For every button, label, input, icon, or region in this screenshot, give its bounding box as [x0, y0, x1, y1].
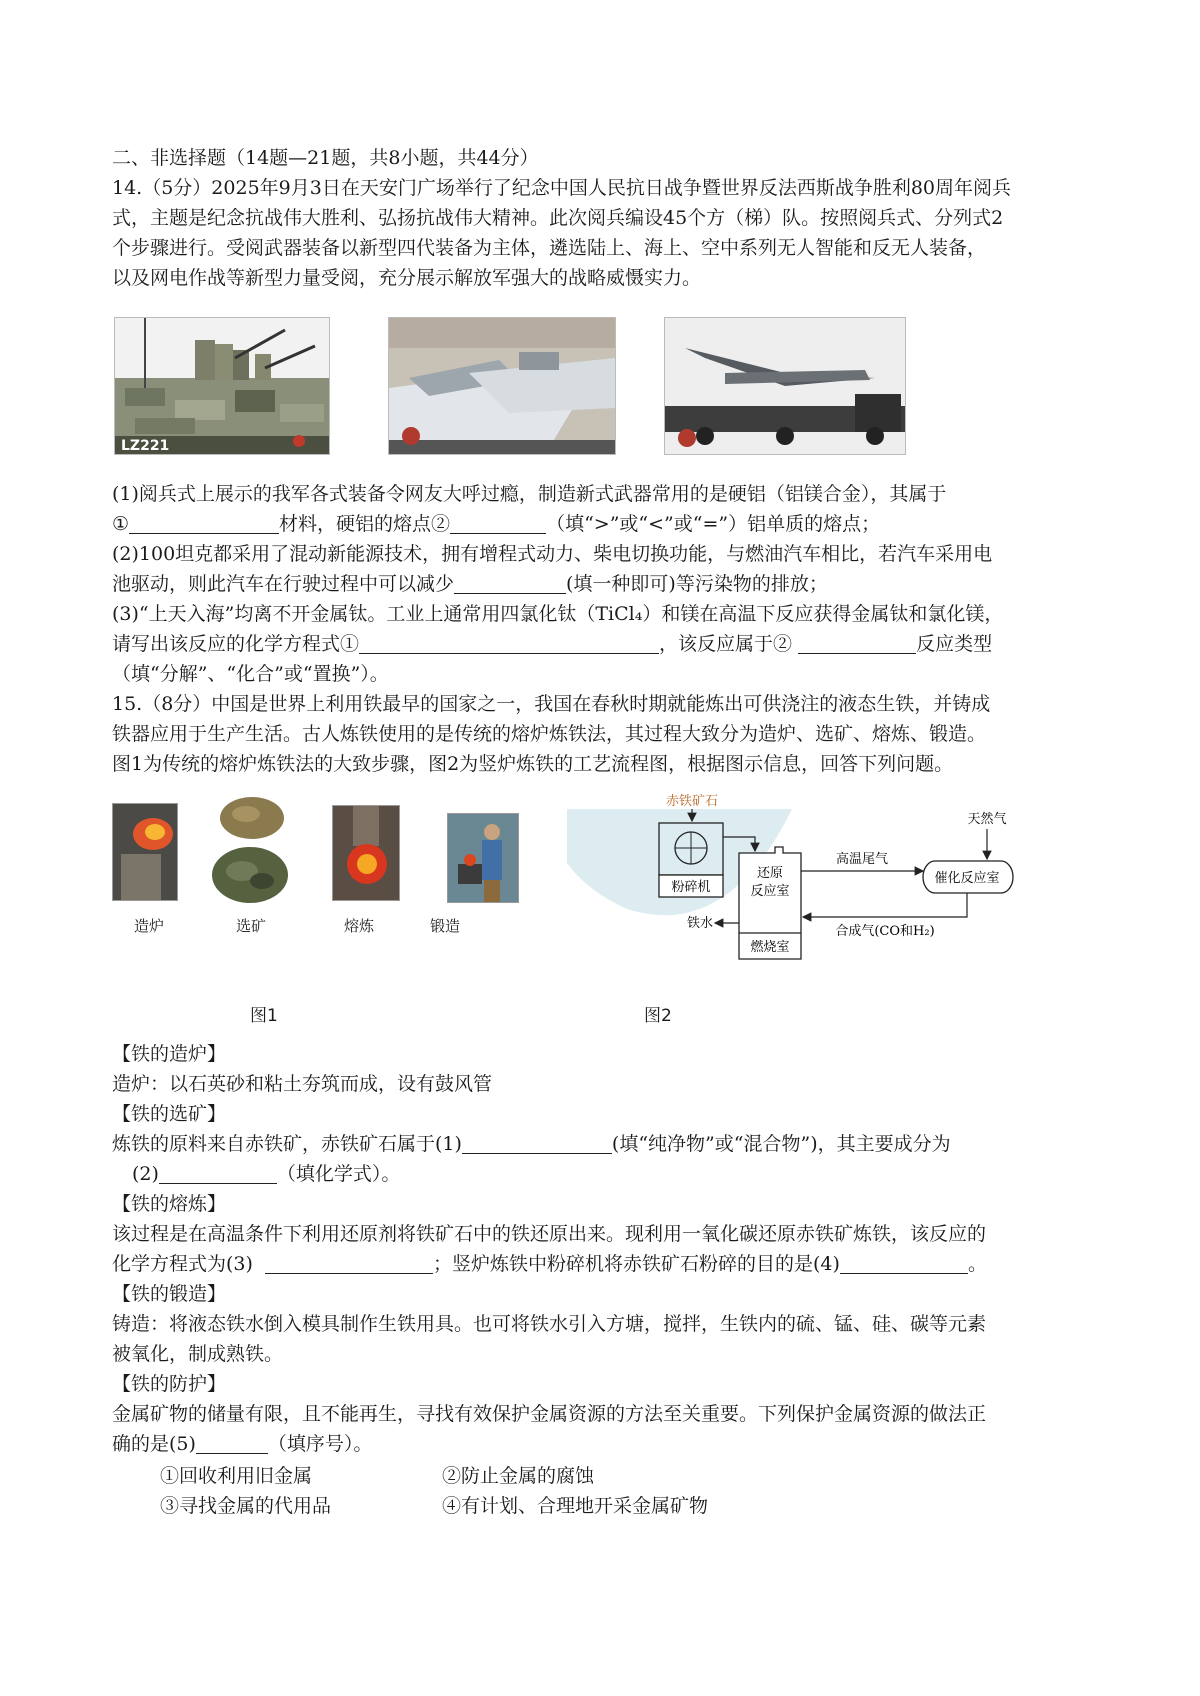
tank-photo: [114, 317, 330, 455]
heading-ore: 【铁的选矿】: [112, 1103, 227, 1125]
answer-blank-1[interactable]: [462, 1133, 612, 1154]
q14-intro-line: 式，主题是纪念抗战伟大胜利、弘扬抗战伟大精神。此次阅兵编设45个方（梯）队。按照阅兵式、分列式2: [112, 207, 1004, 229]
text-segment: 化学方程式为(3): [112, 1253, 253, 1275]
label-ore: 赤铁矿石: [665, 794, 719, 809]
blast-furnace-flow-diagram: [567, 791, 1102, 991]
fig1-caption: 熔炼: [344, 917, 375, 935]
heading-forge: 【铁的锻造】: [112, 1283, 227, 1305]
text-segment: （填序号）。: [267, 1433, 373, 1455]
smelt-line2: [112, 1249, 1102, 1279]
parade-photos: [112, 317, 1102, 465]
exam-page: [112, 143, 1102, 1521]
q14-part2-line1: (2)100坦克都采用了混动新能源技术，拥有增程式动力、柴电切换功能，与燃油汽车相比，若汽车采用电: [112, 543, 993, 565]
text-segment: 炼铁的原料来自赤铁矿，赤铁矿石属于(1): [112, 1133, 462, 1155]
q14-part3-line2: [112, 629, 1102, 659]
heading-protect: 【铁的防护】: [112, 1373, 227, 1395]
tank-number: LZ221: [121, 438, 170, 454]
answer-blank-pollutant[interactable]: [454, 573, 566, 594]
text-segment: 。: [967, 1253, 987, 1275]
text-segment: ，该反应属于②: [659, 633, 793, 655]
text-segment: 确的是(5): [112, 1433, 196, 1455]
answer-blank-reaction-type[interactable]: [798, 633, 916, 654]
forge-line1: 铸造：将液态铁水倒入模具制作生铁用具。也可将铁水引入方塘，搅拌，生铁内的硫、锰、硅、碳等元素: [112, 1313, 987, 1335]
answer-blank-melting-point[interactable]: [450, 513, 546, 534]
text-segment: 池驱动，则此汽车在行驶过程中可以减少: [112, 573, 455, 595]
fig1-caption: 选矿: [236, 917, 267, 935]
option-3: ③寻找金属的代用品: [160, 1495, 332, 1517]
label-reduction-1: 还原: [756, 866, 784, 881]
q15-intro-line: 图1为传统的熔炉炼铁法的大致步骤，图2为竖炉炼铁的工艺流程图，根据图示信息，回答下列问题。: [112, 753, 954, 775]
smelt-line1: 该过程是在高温条件下利用还原剂将铁矿石中的铁还原出来。现利用一氧化碳还原赤铁矿炼铁，该反应的: [112, 1223, 987, 1245]
text-segment: 材料，硬铝的熔点②: [279, 513, 451, 535]
fig1-label: 图1: [250, 1006, 278, 1026]
text-segment: （填“>”或“<”或“=”）铝单质的熔点；: [546, 513, 881, 535]
section-header: 二、非选择题（14题—21题，共8小题，共44分）: [112, 147, 539, 169]
heading-furnace: 【铁的造炉】: [112, 1043, 227, 1065]
q15-intro-line: 15.（8分）中国是世界上利用铁最早的国家之一，我国在春秋时期就能炼出可供浇注的液态生铁，并铸成: [112, 693, 991, 715]
text-segment: (2): [132, 1163, 159, 1185]
fig1-caption: 造炉: [134, 917, 165, 935]
ore-photo-bottom: [212, 847, 288, 903]
furnace-photo: [112, 803, 178, 901]
label-combustion: 燃烧室: [750, 940, 790, 955]
forging-photo: [447, 813, 519, 903]
q14-part3-line3: （填“分解”、“化合”或“置换”）。: [112, 663, 389, 685]
label-crusher: 粉碎机: [671, 880, 711, 895]
protect-line2: [112, 1429, 1102, 1459]
option-4: ④有计划、合理地开采金属矿物: [442, 1495, 709, 1517]
text-segment: (填一种即可)等污染物的排放；: [566, 573, 828, 595]
q14-intro-line: 个步骤进行。受阅武器装备以新型四代装备为主体，遴选陆上、海上、空中系列无人智能和反无人装备，: [112, 237, 987, 259]
label-syngas: 合成气(CO和H₂): [835, 924, 935, 939]
q14-part1-line2: [112, 509, 1102, 539]
ore-line1: [112, 1129, 1102, 1159]
fig2-label: 图2: [644, 1006, 672, 1026]
text-segment: (填“纯净物”或“混合物”)，其主要成分为: [611, 1133, 951, 1155]
fig1-caption: 锻造: [430, 917, 461, 935]
q15-intro-line: 铁器应用于生产生活。古人炼铁使用的是传统的熔炉炼铁法，其过程大致分为造炉、选矿、熔炼、锻造。: [112, 723, 987, 745]
ore-photo-top: [220, 797, 284, 839]
heading-smelt: 【铁的熔炼】: [112, 1193, 227, 1215]
label-natural-gas: 天然气: [967, 812, 1007, 827]
text-segment: 请写出该反应的化学方程式①: [112, 633, 360, 655]
text-segment: ；竖炉炼铁中粉碎机将赤铁矿石粉碎的目的是(4): [433, 1253, 840, 1275]
answer-blank-material[interactable]: [129, 513, 279, 534]
question-15: [112, 689, 1102, 1521]
answer-blank-3[interactable]: [265, 1253, 433, 1274]
label-tail-gas: 高温尾气: [835, 852, 889, 867]
blank-label: ①: [112, 513, 130, 535]
label-molten-iron: 铁水: [686, 916, 713, 931]
figures: [112, 791, 1102, 1039]
text-segment: （填化学式）。: [276, 1163, 401, 1185]
q14-intro-line: 以及网电作战等新型力量受阅，充分展示解放军强大的战略威慑实力。: [112, 267, 702, 289]
furnace-text: 造炉：以石英砂和粘土夯筑而成，设有鼓风管: [112, 1073, 493, 1095]
ore-line2: [112, 1159, 1102, 1189]
answer-blank-2[interactable]: [159, 1163, 277, 1184]
label-reduction-2: 反应室: [750, 884, 790, 899]
question-14: [112, 173, 1102, 689]
drone-photo: [664, 317, 906, 455]
answer-blank-equation[interactable]: [359, 633, 659, 654]
protect-line1: 金属矿物的储量有限，且不能再生，寻找有效保护金属资源的方法至关重要。下列保护金属资源的做法正: [112, 1403, 987, 1425]
answer-blank-5[interactable]: [196, 1433, 268, 1454]
forge-line2: 被氧化，制成熟铁。: [112, 1343, 284, 1365]
q14-part3-line1: (3)“上天入海”均离不开金属钛。工业上通常用四氯化钛（TiCl₄）和镁在高温下反应获得金属钛和氯化镁，: [112, 603, 1004, 625]
smelting-photo: [332, 805, 400, 901]
text-segment: 反应类型: [916, 633, 993, 655]
q14-part1-line1: (1)阅兵式上展示的我军各式装备令网友大呼过瘾，制造新式武器常用的是硬铝（铝镁合金），其属于: [112, 483, 947, 505]
q14-part2-line2: [112, 569, 1102, 599]
boat-photo: [388, 317, 616, 455]
answer-blank-4[interactable]: [840, 1253, 968, 1274]
option-1: ①回收利用旧金属: [160, 1465, 313, 1487]
q14-intro-line: 14.（5分）2025年9月3日在天安门广场举行了纪念中国人民抗日战争暨世界反法西斯战争胜利80周年阅兵: [112, 177, 1012, 199]
option-2: ②防止金属的腐蚀: [442, 1465, 595, 1487]
label-catalytic: 催化反应室: [934, 871, 1000, 886]
protect-options: [112, 1461, 1102, 1521]
